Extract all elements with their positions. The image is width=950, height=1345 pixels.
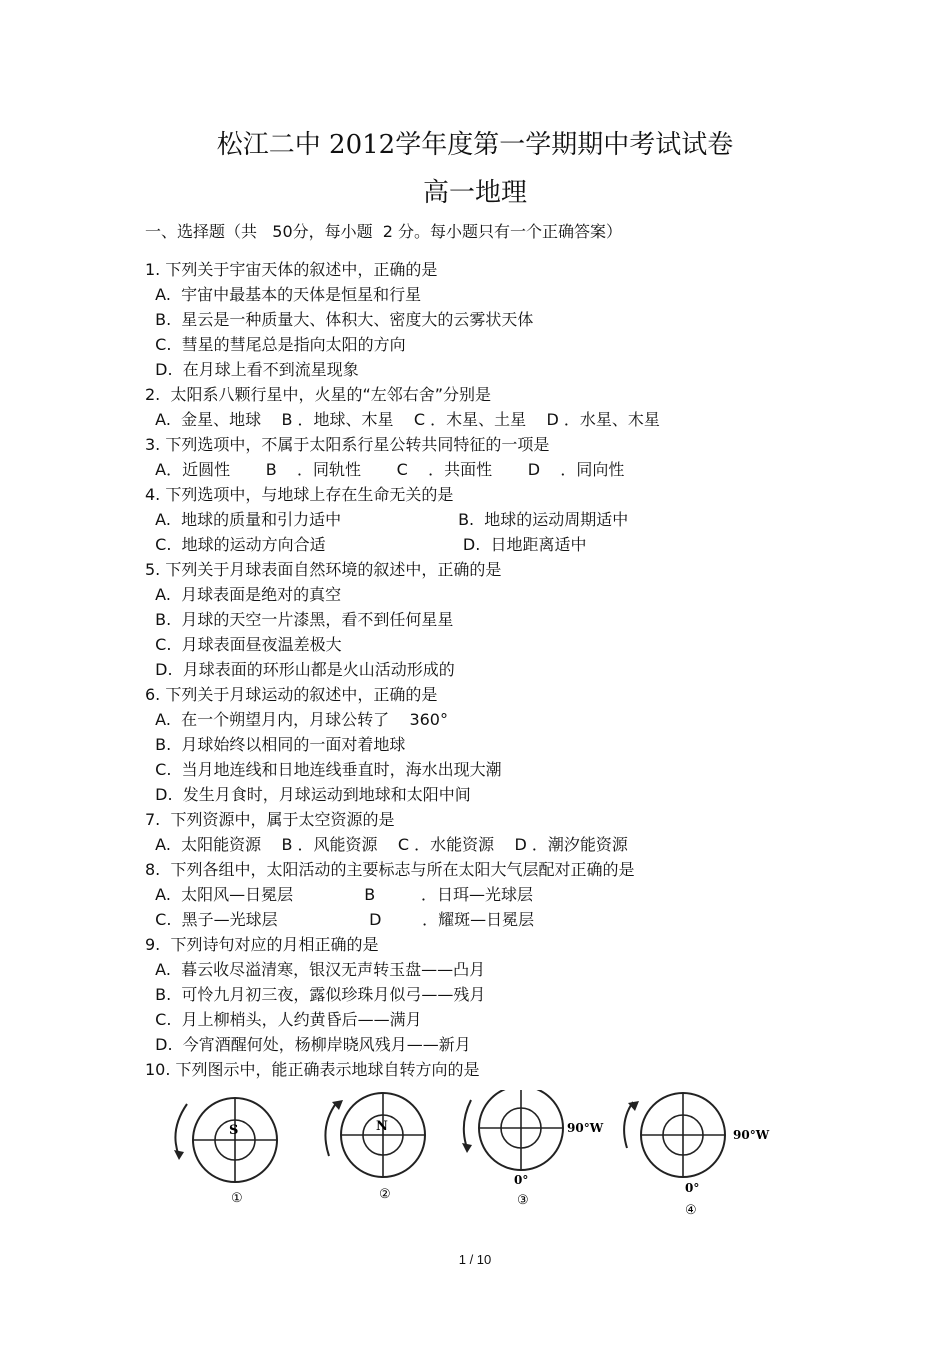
zero-label-4: 0°	[685, 1181, 700, 1195]
question-line: 2. 太阳系八颗行星中，火星的“左邻右舍”分别是	[145, 385, 492, 404]
diagram-label-1: ①	[231, 1191, 243, 1206]
rotation-diagram-svg	[165, 1090, 805, 1220]
diagram-label-3: ③	[517, 1193, 529, 1208]
diagram-label-4: ④	[685, 1203, 697, 1218]
question-line: D. 今宵酒醒何处，杨柳岸晓风残月——新月	[145, 1035, 471, 1054]
question-line: D. 在月球上看不到流星现象	[145, 360, 359, 379]
rotation-arrow-3	[464, 1100, 471, 1148]
diagram-2	[325, 1093, 425, 1202]
question-line: C. 当月地连线和日地连线垂直时，海水出现大潮	[145, 760, 502, 779]
question-line: 7. 下列资源中，属于太空资源的是	[145, 810, 395, 829]
diagram-1	[174, 1098, 277, 1206]
question-line: B. 星云是一种质量大、体积大、密度大的云雾状天体	[145, 310, 534, 329]
exam-title: 松江二中 2012学年度第一学期期中考试试卷	[216, 130, 734, 160]
rotation-arrow-2	[325, 1102, 337, 1156]
question-line: A. 地球的质量和引力适中 B. 地球的运动周期适中	[145, 510, 629, 529]
question-line: C. 月上柳梢头，人约黄昏后——满月	[145, 1010, 422, 1029]
question-line: D. 发生月食时，月球运动到地球和太阳中间	[145, 785, 471, 804]
question-line: B. 可怜九月初三夜，露似珍珠月似弓——残月	[145, 985, 486, 1004]
question-line: 1. 下列关于宇宙天体的叙述中，正确的是	[145, 260, 438, 279]
lon-label-3: 90°W	[567, 1121, 604, 1135]
pole-label-s: S	[229, 1123, 239, 1138]
question-line: D. 月球表面的环形山都是火山活动形成的	[145, 660, 455, 679]
question-line: C. 黑子—光球层 D ．耀斑—日冕层	[145, 910, 535, 929]
rotation-diagrams	[165, 1090, 805, 1224]
question-line: 5. 下列关于月球表面自然环境的叙述中，正确的是	[145, 560, 502, 579]
page-number: 1 / 10	[458, 1252, 492, 1267]
question-line: B. 月球始终以相同的一面对着地球	[145, 735, 406, 754]
question-line: A. 太阳风—日冕层 B ．日珥—光球层	[145, 885, 534, 904]
question-line: 10. 下列图示中，能正确表示地球自转方向的是	[145, 1060, 480, 1079]
diagram-3	[462, 1090, 604, 1208]
question-line: C. 月球表面昼夜温差极大	[145, 635, 342, 654]
section-heading: 一、选择题（共 50分，每小题 2 分。每小题只有一个正确答案）	[145, 222, 623, 241]
question-line: C. 地球的运动方向合适 D. 日地距离适中	[145, 535, 587, 554]
question-line: B. 月球的天空一片漆黑，看不到任何星星	[145, 610, 454, 629]
question-line: A．近圆性 B ．同轨性 C ．共面性 D ．同向性	[145, 460, 625, 479]
question-line: 8. 下列各组中，太阳活动的主要标志与所在太阳大气层配对正确的是	[145, 860, 635, 879]
question-line: 6. 下列关于月球运动的叙述中，正确的是	[145, 685, 438, 704]
rotation-arrow-4	[624, 1102, 633, 1148]
question-line: 4. 下列选项中，与地球上存在生命无关的是	[145, 485, 454, 504]
diagram-label-2: ②	[379, 1187, 391, 1202]
question-line: C. 彗星的彗尾总是指向太阳的方向	[145, 335, 406, 354]
rotation-arrow-1	[175, 1104, 187, 1156]
question-line: A. 宇宙中最基本的天体是恒星和行星	[145, 285, 422, 304]
question-line: A. 太阳能资源 B ．风能资源 C ．水能资源 D ．潮汐能资源	[145, 835, 628, 854]
question-line: A. 在一个朔望月内，月球公转了 360°	[145, 710, 448, 729]
question-line: 3. 下列选项中，不属于太阳系行星公转共同特征的一项是	[145, 435, 550, 454]
diagram-4	[624, 1093, 770, 1218]
question-line: A. 月球表面是绝对的真空	[145, 585, 342, 604]
zero-label-3: 0°	[514, 1173, 529, 1187]
question-line: A. 金星、地球 B ．地球、木星 C ．木星、土星 D ．水星、木星	[145, 410, 660, 429]
exam-subtitle: 高一地理	[422, 178, 527, 208]
question-line: A. 暮云收尽溢清寒，银汉无声转玉盘——凸月	[145, 960, 486, 979]
lon-label-4: 90°W	[733, 1128, 770, 1142]
pole-label-n: N	[376, 1119, 388, 1134]
question-line: 9. 下列诗句对应的月相正确的是	[145, 935, 379, 954]
